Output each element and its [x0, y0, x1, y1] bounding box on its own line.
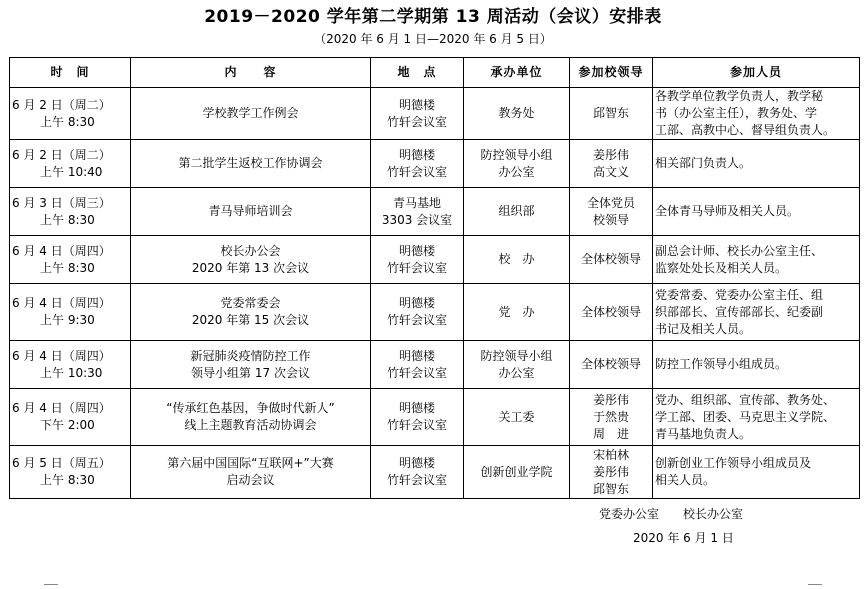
- cell-location: [371, 341, 464, 389]
- cell-host-line: 办公室: [498, 365, 535, 380]
- cell-leaders-line: 全体校领导: [580, 357, 641, 371]
- page-corner-mark: [44, 584, 58, 585]
- cell-attendees-line: 书（办公室主任），教务处、学: [655, 106, 818, 120]
- cell-leaders: [570, 236, 653, 284]
- cell-attendees: [653, 389, 860, 446]
- cell-content-line: 线上主题教育活动协调会: [184, 418, 317, 432]
- cell-attendees: [653, 140, 860, 188]
- cell-location-line: 3303 会议室: [381, 212, 453, 227]
- cell-host: [464, 236, 570, 284]
- cell-date: 6 月 5 日（周五）: [12, 456, 111, 470]
- header-leaders: 参加校领导: [570, 58, 653, 88]
- cell-content: [131, 284, 371, 341]
- cell-leaders-line: 邱智东: [592, 481, 629, 496]
- cell-attendees-line: 各教学单位教学负责人，教学秘: [655, 89, 824, 103]
- cell-leaders-line: 校领导: [592, 212, 629, 227]
- cell-leaders: [570, 341, 653, 389]
- cell-time: [10, 389, 131, 446]
- cell-attendees-line: 全体青马导师及相关人员。: [655, 204, 800, 218]
- cell-content: [131, 446, 371, 499]
- cell-host: [464, 188, 570, 236]
- cell-content-line: 新冠肺炎疫情防控工作: [190, 348, 311, 363]
- cell-attendees-line: 创新创业工作领导小组成员及: [655, 456, 812, 470]
- cell-clock-time: 上午 10:40: [40, 164, 103, 179]
- cell-location: [371, 188, 464, 236]
- cell-location: [371, 88, 464, 140]
- table-row: [10, 389, 860, 446]
- cell-leaders: [570, 389, 653, 446]
- cell-leaders-line: 周 进: [592, 426, 629, 441]
- cell-attendees-line: 织部部长、宣传部部长、纪委副: [655, 304, 824, 319]
- cell-leaders-line: 宋柏林: [592, 447, 629, 462]
- cell-attendees: [653, 88, 860, 140]
- cell-attendees-line: 学工部、团委、马克思主义学院、: [655, 409, 836, 424]
- cell-location: [371, 140, 464, 188]
- table-row: [10, 188, 860, 236]
- cell-clock-time: 上午 8:30: [40, 473, 95, 487]
- cell-content: [131, 140, 371, 188]
- cell-clock-time: 上午 9:30: [40, 313, 95, 327]
- table-row: [10, 284, 860, 341]
- cell-host-line: 教务处: [498, 106, 535, 120]
- cell-leaders-line: 姜彤伟: [592, 464, 629, 479]
- cell-content-line: 学校教学工作例会: [202, 106, 299, 120]
- cell-content: [131, 389, 371, 446]
- header-location: 地 点: [371, 58, 464, 88]
- cell-content-line: 领导小组第 17 次会议: [191, 365, 310, 380]
- header-row: [10, 58, 860, 88]
- cell-time: [10, 188, 131, 236]
- cell-leaders: [570, 188, 653, 236]
- cell-host: [464, 88, 570, 140]
- cell-location-line: 明德楼: [398, 348, 435, 363]
- cell-location: [371, 284, 464, 341]
- cell-location-line: 明德楼: [398, 456, 435, 470]
- cell-location: [371, 389, 464, 446]
- cell-content-line: 第六届中国国际“互联网+”大赛: [167, 456, 334, 470]
- cell-location-line: 竹轩会议室: [386, 418, 447, 432]
- cell-location-line: 明德楼: [398, 97, 435, 112]
- cell-host-line: 办公室: [498, 164, 535, 179]
- cell-time: [10, 88, 131, 140]
- table-row: [10, 341, 860, 389]
- cell-attendees-line: 党委常委、党委办公室主任、组: [655, 287, 824, 302]
- cell-leaders-line: 姜彤伟: [592, 392, 629, 407]
- cell-clock-time: 上午 8:30: [40, 212, 95, 227]
- cell-attendees-line: 相关人员。: [655, 473, 716, 487]
- cell-leaders-line: 全体党员: [586, 195, 635, 210]
- page-title: 2019－2020 学年第二学期第 13 周活动（会议）安排表: [204, 7, 662, 27]
- cell-host: [464, 284, 570, 341]
- cell-content: [131, 88, 371, 140]
- cell-location-line: 青马基地: [392, 195, 441, 210]
- cell-date: 6 月 2 日（周二）: [12, 147, 111, 162]
- cell-location-line: 竹轩会议室: [386, 365, 447, 380]
- cell-location-line: 竹轩会议室: [386, 473, 447, 487]
- cell-host-line: 关工委: [498, 409, 535, 424]
- cell-host: [464, 446, 570, 499]
- cell-location-line: 竹轩会议室: [386, 313, 447, 327]
- cell-content-line: 2020 年第 15 次会议: [191, 313, 310, 327]
- table-row: [10, 88, 860, 140]
- cell-content-line: 2020 年第 13 次会议: [191, 260, 310, 275]
- cell-date: 6 月 3 日（周三）: [12, 195, 111, 210]
- cell-time: [10, 284, 131, 341]
- cell-content-line: 党委常委会: [220, 296, 281, 310]
- cell-location-line: 竹轩会议室: [386, 260, 447, 275]
- cell-clock-time: 上午 8:30: [40, 260, 95, 275]
- cell-time: [10, 140, 131, 188]
- cell-leaders: [570, 284, 653, 341]
- cell-location-line: 明德楼: [398, 147, 435, 162]
- cell-clock-time: 下午 2:00: [40, 418, 95, 432]
- cell-clock-time: 上午 10:30: [40, 365, 103, 380]
- cell-leaders-line: 姜彤伟: [592, 147, 629, 162]
- cell-location-line: 竹轩会议室: [386, 164, 447, 179]
- cell-attendees: [653, 284, 860, 341]
- cell-location: [371, 446, 464, 499]
- cell-date: 6 月 4 日（周四）: [12, 296, 111, 310]
- cell-content: [131, 188, 371, 236]
- cell-content-line: 青马导师培训会: [208, 204, 293, 218]
- cell-leaders: [570, 140, 653, 188]
- cell-host-line: 党 办: [498, 304, 535, 319]
- table-row: [10, 236, 860, 284]
- header-host: 承办单位: [464, 58, 570, 88]
- cell-content-line: 启动会议: [226, 473, 275, 487]
- cell-location-line: 明德楼: [398, 401, 435, 415]
- cell-date: 6 月 4 日（周四）: [12, 243, 111, 258]
- cell-clock-time: 上午 8:30: [40, 114, 95, 129]
- page-corner-mark: [808, 584, 822, 585]
- cell-leaders-line: 全体校领导: [580, 252, 641, 266]
- cell-attendees-line: 党办、组织部、宣传部、教务处、: [655, 392, 836, 407]
- cell-attendees: [653, 188, 860, 236]
- cell-host-line: 校 办: [498, 252, 535, 266]
- cell-attendees-line: 监察处处长及相关人员。: [655, 260, 788, 275]
- cell-host: [464, 389, 570, 446]
- cell-host-line: 防控领导小组: [480, 348, 553, 363]
- schedule-table: [9, 57, 860, 499]
- table-row: [10, 446, 860, 499]
- date-range-subtitle: （2020 年 6 月 1 日—2020 年 6 月 5 日）: [314, 32, 552, 46]
- cell-content: [131, 236, 371, 284]
- cell-host-line: 创新创业学院: [480, 464, 553, 479]
- cell-location-line: 竹轩会议室: [386, 114, 447, 129]
- cell-location: [371, 236, 464, 284]
- cell-time: [10, 446, 131, 499]
- footer-offices: 党委办公室 校长办公室: [599, 507, 744, 521]
- cell-content-line: 校长办公会: [220, 243, 281, 258]
- cell-attendees: [653, 236, 860, 284]
- cell-location-line: 明德楼: [398, 296, 435, 310]
- cell-attendees-line: 相关部门负责人。: [655, 156, 752, 170]
- cell-date: 6 月 2 日（周二）: [12, 97, 111, 112]
- cell-attendees-line: 书记及相关人员。: [655, 321, 752, 336]
- cell-date: 6 月 4 日（周四）: [12, 401, 111, 415]
- cell-host-line: 组织部: [498, 204, 535, 218]
- header-content: 内 容: [131, 58, 371, 88]
- table-row: [10, 140, 860, 188]
- cell-leaders-line: 高文义: [592, 164, 629, 179]
- footer-date: 2020 年 6 月 1 日: [633, 531, 734, 545]
- cell-host: [464, 140, 570, 188]
- cell-leaders: [570, 446, 653, 499]
- cell-attendees: [653, 446, 860, 499]
- cell-leaders-line: 邱智东: [592, 106, 629, 120]
- cell-leaders: [570, 88, 653, 140]
- cell-host-line: 防控领导小组: [480, 147, 553, 162]
- cell-leaders-line: 全体校领导: [580, 304, 641, 319]
- cell-host: [464, 341, 570, 389]
- cell-leaders-line: 于然贵: [592, 409, 629, 424]
- cell-location-line: 明德楼: [398, 243, 435, 258]
- cell-time: [10, 236, 131, 284]
- header-attendees: 参加人员: [653, 58, 860, 88]
- cell-attendees-line: 工部、高教中心、督导组负责人。: [655, 123, 836, 137]
- cell-content-line: “传承红色基因，争做时代新人”: [166, 401, 335, 415]
- cell-time: [10, 341, 131, 389]
- cell-attendees-line: 防控工作领导小组成员。: [655, 357, 788, 371]
- cell-content: [131, 341, 371, 389]
- cell-attendees: [653, 341, 860, 389]
- header-time: 时 间: [10, 58, 131, 88]
- cell-attendees-line: 副总会计师、校长办公室主任、: [655, 243, 824, 258]
- cell-attendees-line: 青马基地负责人。: [655, 426, 752, 441]
- cell-date: 6 月 4 日（周四）: [12, 348, 111, 363]
- cell-content-line: 第二批学生返校工作协调会: [178, 156, 323, 170]
